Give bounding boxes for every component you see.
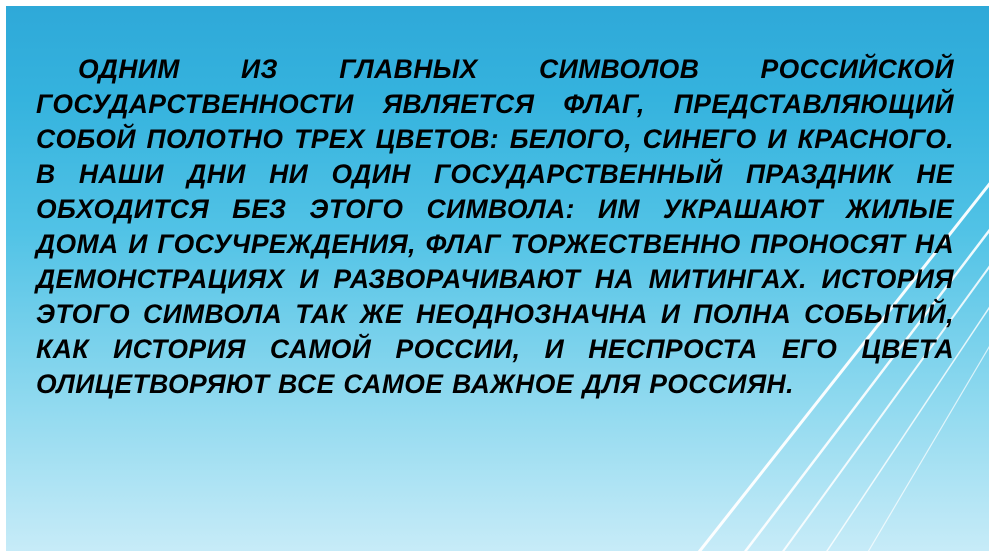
slide-border-right — [989, 0, 995, 557]
slide-body-text: ОДНИМ ИЗ ГЛАВНЫХ СИМВОЛОВ РОССИЙСКОЙ ГОСУДАРСТВЕННОСТИ ЯВЛЯЕТСЯ ФЛАГ, ПРЕДСТАВЛЯЮЩИЙ СОБОЙ ПОЛОТНО ТРЕХ ЦВЕТОВ: БЕЛОГО, СИНЕГО И КРАСНОГО. В НАШИ ДНИ НИ ОДИН ГОСУДАРСТВЕННЫЙ ПРАЗДНИК НЕ ОБХОДИТСЯ БЕЗ ЭТОГО СИМВОЛА: ИМ УКРАШАЮТ ЖИЛЫЕ ДОМА И ГОСУЧРЕЖДЕНИЯ, ФЛАГ ТОРЖЕСТВЕННО ПРОНОСЯТ НА ДЕМОНСТРАЦИЯХ И РАЗВОРАЧИВАЮТ НА МИТИНГАХ. ИСТОРИЯ ЭТОГО СИМВОЛА ТАК ЖЕ НЕОДНОЗНАЧНА И ПОЛНА СОБЫТИЙ, КАК ИСТОРИЯ САМОЙ РОССИИ, И НЕСПРОСТА ЕГО ЦВЕТА ОЛИЦЕТВОРЯЮТ ВСЕ САМОЕ ВАЖНОЕ ДЛЯ РОССИЯН. — [36, 54, 954, 399]
slide-border-top — [0, 0, 995, 6]
slide-border-left — [0, 0, 6, 557]
slide-border-bottom — [0, 551, 995, 557]
